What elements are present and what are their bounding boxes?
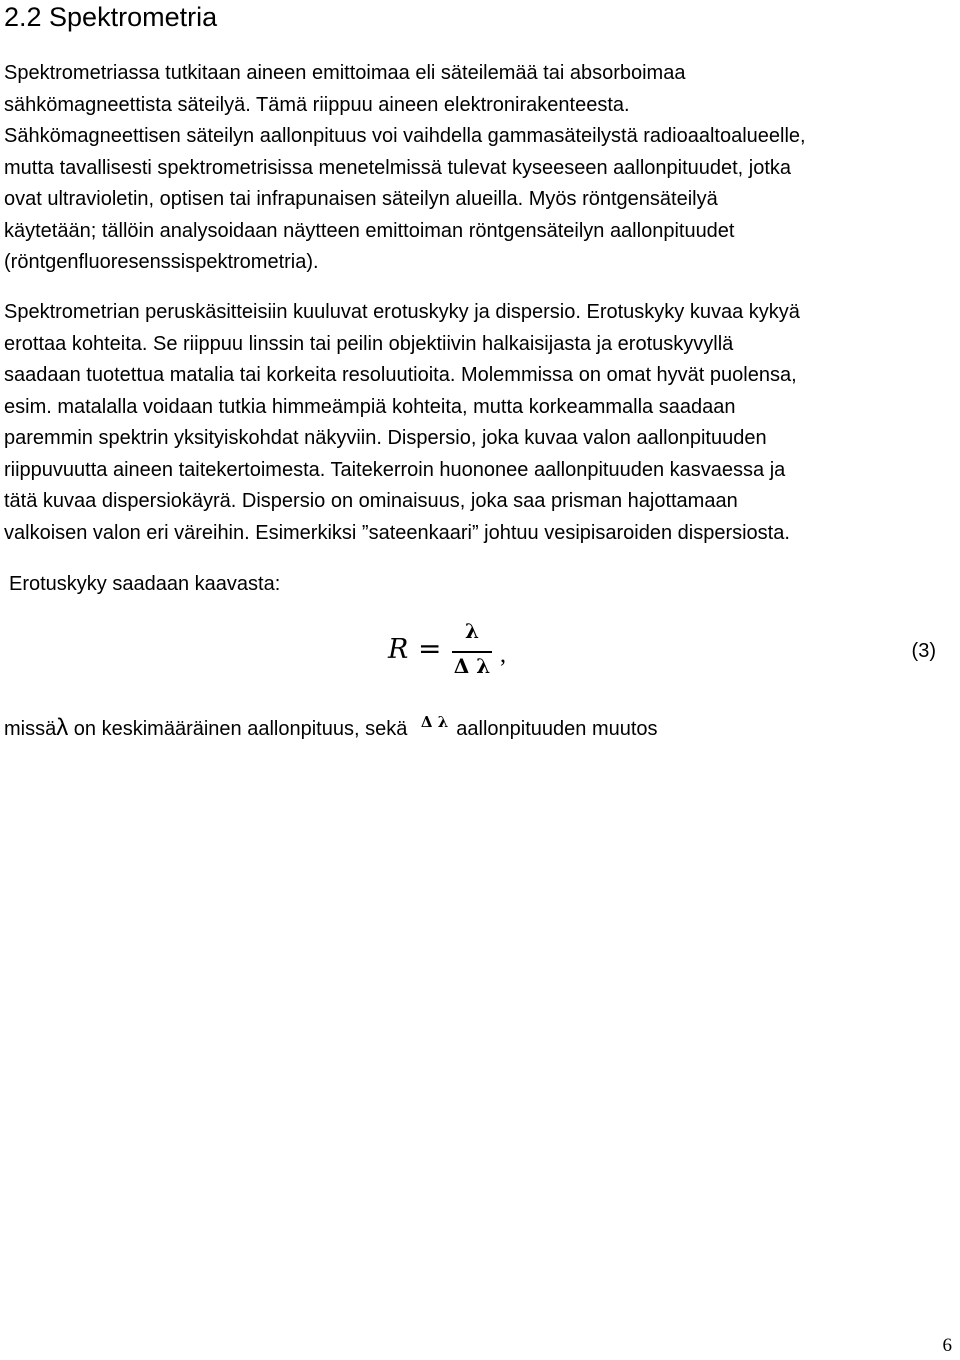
text-line: valkoisen valon eri väreihin. Esimerkiksi ”sateenkaari” johtuu vesipisaroiden dispersiosta. [4, 521, 790, 544]
explanation-text: on keskimääräinen aallonpituus, sekä [68, 718, 413, 740]
text-line: paremmin spektrin yksityiskohdat näkyviin. Dispersio, joka kuvaa valon aallonpituuden [4, 427, 767, 449]
page-number: 6 [942, 1335, 952, 1356]
text-line: saadaan tuotettua matalia tai korkeita resoluutioita. Molemmissa on omat hyvät puolensa, [4, 364, 797, 386]
text-line: ovat ultravioletin, optisen tai infrapunaisen säteilyn alueilla. Myös röntgensäteilyä [4, 188, 718, 210]
formula-comma: , [500, 642, 506, 668]
text-line: esim. matalalla voidaan tutkia himmeämpiä kohteita, mutta korkeammalla saadaan [4, 395, 736, 418]
formula-explanation [4, 713, 658, 742]
paragraph-spectrometry-intro [4, 58, 950, 279]
text-line: Sähkömagneettisen säteilyn aallonpituus voi vaihdella gammasäteilystä radioaaltoalueelle, [4, 125, 806, 147]
text-line: erottaa kohteita. Se riippuu linssin tai peilin objektiivin halkaisijasta ja erotuskyvyllä [4, 332, 734, 355]
text-line: Spektrometrian peruskäsitteisiin kuuluvat erotuskyky ja dispersio. Erotuskyky kuvaa kykyä [4, 301, 800, 323]
explanation-text: aallonpituuden muutos [456, 718, 658, 740]
paragraph-formula-intro: Erotuskyky saadaan kaavasta: [9, 573, 281, 595]
text-line: riippuvuutta aineen taitekertoimesta. Taitekerroin huononee aallonpituuden kasvaessa ja [4, 458, 786, 481]
text-line: käytetään; tällöin analysoidaan näytteen emittoiman röntgensäteilyn aallonpituudet [4, 219, 735, 242]
delta-lambda-symbol: Δ λ [420, 713, 449, 731]
formula-numerator: λ [464, 619, 480, 643]
text-line: Spektrometriassa tutkitaan aineen emittoimaa eli säteilemää tai absorboimaa [4, 62, 686, 84]
lambda-symbol: λ [56, 714, 69, 741]
fraction-bar [452, 651, 492, 653]
section-heading: 2.2 Spektrometria [4, 2, 218, 32]
text-line: tätä kuvaa dispersiokäyrä. Dispersio on ominaisuus, joka saa prisman hajottamaan [4, 490, 738, 512]
explanation-text: missä [4, 718, 57, 740]
formula-lhs: R [388, 634, 409, 665]
formula-denominator: Δ λ [453, 654, 491, 678]
formula-fraction [450, 618, 494, 684]
text-line: mutta tavallisesti spektrometrisissa menetelmissä tulevat kyseeseen aallonpituudet, jotka [4, 156, 792, 179]
text-line: (röntgenfluoresenssispektrometria). [4, 251, 319, 273]
paragraph-resolution-dispersion [4, 297, 950, 549]
text-line: sähkömagneettista säteilyä. Tämä riippuu aineen elektronirakenteesta. [4, 93, 630, 116]
equation-number: (3) [911, 640, 936, 662]
formula-equals: = [418, 632, 442, 665]
